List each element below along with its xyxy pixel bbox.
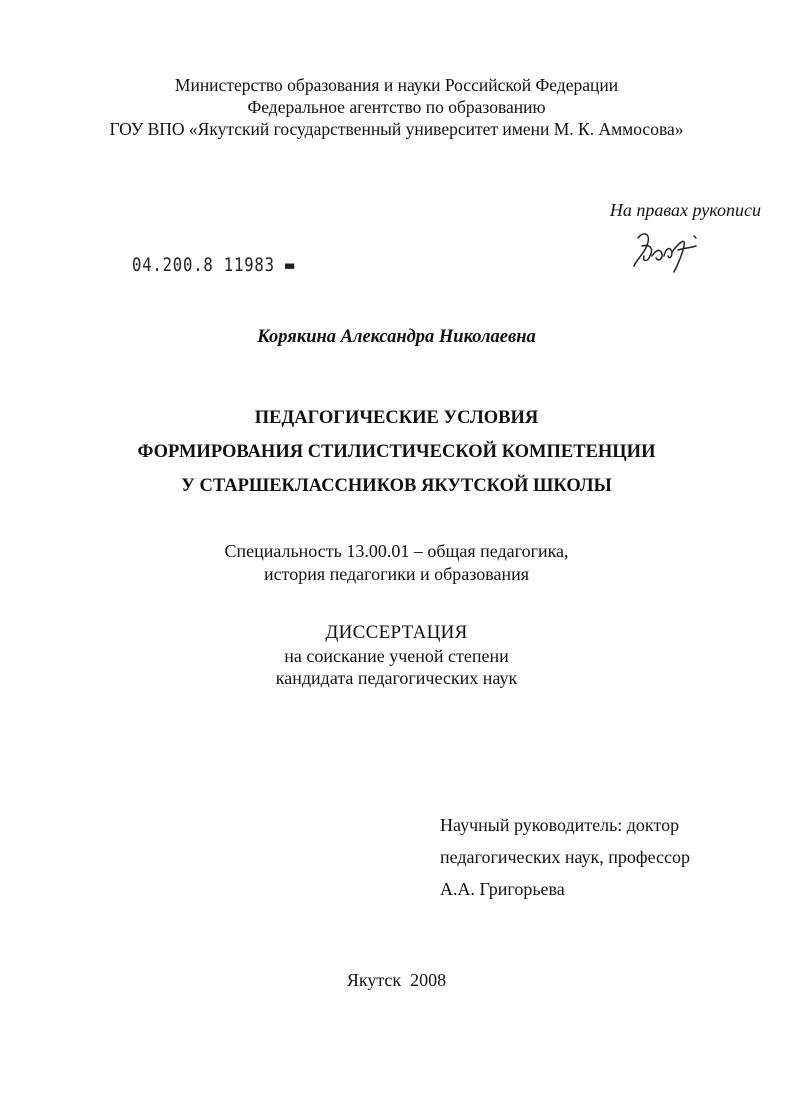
- author-name: Корякина Александра Николаевна: [257, 327, 536, 347]
- agency-line: Федеральное агентство по образованию: [247, 97, 546, 117]
- specialty-line-1: Специальность 13.00.01 – общая педагогика,: [224, 541, 569, 561]
- rights-note: На правах рукописи: [609, 200, 761, 220]
- supervisor-name: А.А. Григорьева: [440, 879, 565, 899]
- specialty-line-2: история педагогики и образования: [263, 564, 530, 584]
- archive-number: 04.200.8 11983: [132, 254, 275, 276]
- university-line: ГОУ ВПО «Якутский государственный университет имени М. К. Аммосова»: [109, 119, 684, 139]
- dissertation-line-2: кандидата педагогических наук: [275, 668, 518, 688]
- dissertation-heading: ДИССЕРТАЦИЯ: [325, 622, 468, 643]
- supervisor-line-2: педагогических наук, профессор: [440, 847, 691, 867]
- signature-handwritten: [628, 226, 708, 276]
- ministry-line: Министерство образования и науки Российской Федерации: [174, 75, 619, 95]
- title-line-2: ФОРМИРОВАНИЯ СТИЛИСТИЧЕСКОЙ КОМПЕТЕНЦИИ: [137, 442, 656, 462]
- archive-stamp-number: [132, 254, 295, 276]
- supervisor-line-1: Научный руководитель: доктор: [440, 815, 680, 835]
- title-line-3: У СТАРШЕКЛАССНИКОВ ЯКУТСКОЙ ШКОЛЫ: [181, 476, 612, 496]
- archive-dash-icon: ▬: [274, 254, 296, 276]
- place-and-year: Якутск 2008: [346, 970, 447, 990]
- dissertation-line-1: на соискание ученой степени: [284, 646, 509, 666]
- title-line-1: ПЕДАГОГИЧЕСКИЕ УСЛОВИЯ: [254, 408, 539, 428]
